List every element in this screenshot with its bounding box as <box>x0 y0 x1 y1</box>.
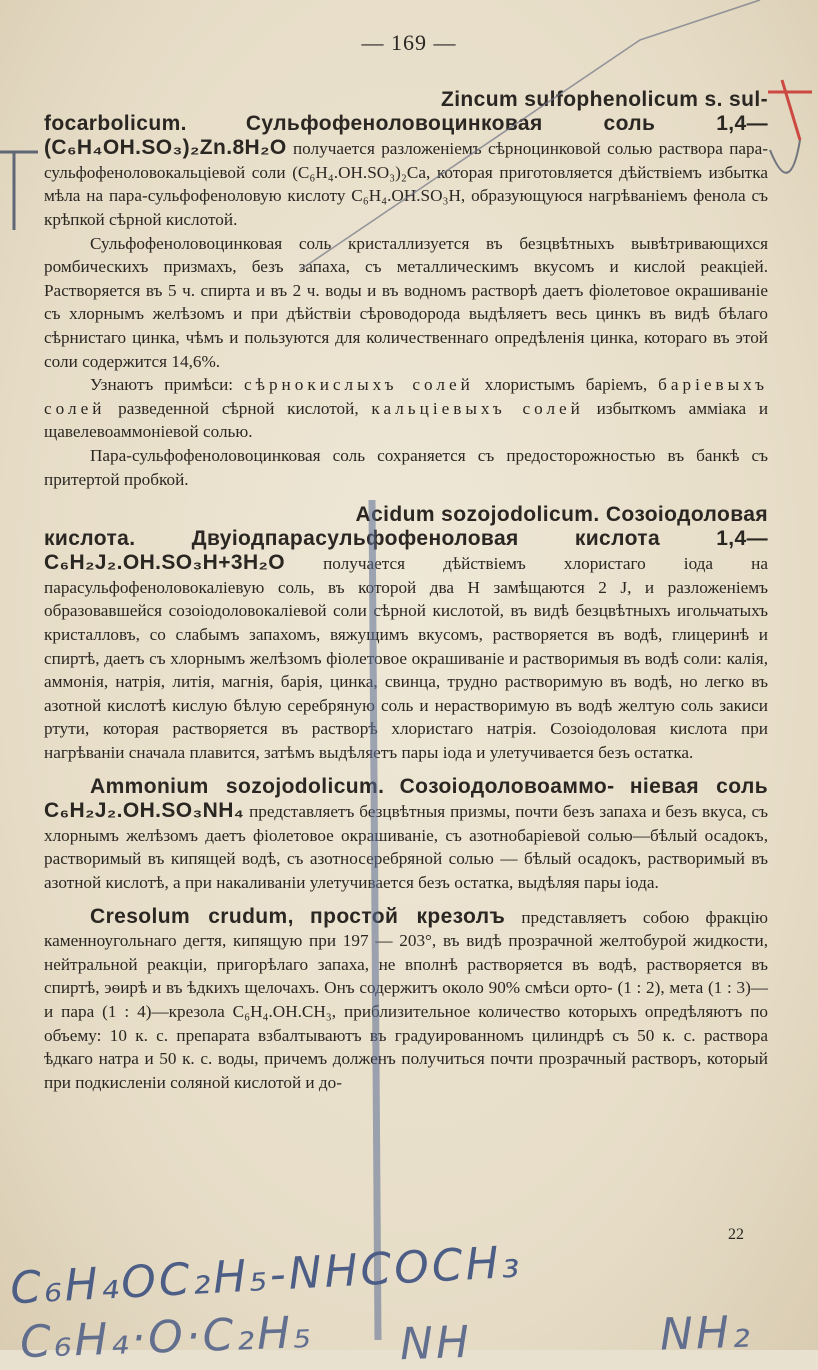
entry-cresolum-crudum <box>44 905 768 1095</box>
impurity-term: барiевыхъ солей <box>44 375 768 418</box>
entry-heading-russian: простой крезолъ <box>310 904 506 928</box>
handwritten-formula: NH₂ <box>659 1306 754 1361</box>
entry-formula: (C₆H₄OH.SO₃)₂Zn.8H₂O <box>44 136 287 160</box>
pencil-check-mark <box>770 140 800 173</box>
entry-body: получается разложенiемъ сѣрноцинковой солью раствора пара-сульфофеноловокальцiевой соли (C₆H₄.OH.SO₃)₂Ca, которая приготовляется дѣйствiемъ избытка мѣла на пара-сульфофеноловую кислоту C₆H₄.OH.SO₃H, образующуюся нагрѣванiемъ фенола съ крѣпкой сѣрной кислотой. <box>44 139 769 229</box>
page-body <box>44 88 768 1094</box>
entry-heading-russian-cont: кислота. Двуiодпарасульфофеноловая кислота 1,4— <box>44 526 768 550</box>
impurity-reagent: разведенной сѣрной кислотой, <box>118 398 359 418</box>
entry-heading-latin: Ammonium sozojodolicum. <box>90 774 385 798</box>
entry-ammonium-sozojodolicum <box>44 775 768 895</box>
handwritten-formula: NH <box>399 1316 473 1370</box>
entry-body: получается дѣйствiемъ хлористаго iода на парасульфофеноловокалiевую соль, въ которой два H замѣщаются 2 J, и разложенiемъ образовавшейся созоiодоловокалiевой соли сѣрной кислотой, въ видѣ безцвѣтныхъ игольчатыхъ кристалловъ, со слабымъ запахомъ, вяжущимъ вкусомъ, растворяется въ водѣ, глицеринѣ и спиртѣ, даетъ съ хлорнымъ желѣзомъ фiолетовое окрашиванiе и растворимыя въ водѣ соли: калiя, аммонiя, натрiя, литiя, магнiя, барiя, цинка, свинца, трудно растворимую въ водѣ, но легко въ азотной кислотѣ кислую бѣлую серебряную соль и нерастворимую въ водѣ желтую соль закиси ртути, которая растворяется въ растворѣ хлористаго натрiя. Созоiодоловая кислота при нагрѣванiи сначала плавится, затѣмъ выдѣляетъ пары iода и улетучивается безъ остатка. <box>44 554 768 763</box>
entry-heading-russian-cont: нiевая соль <box>629 774 769 798</box>
impurity-reagent: хлористымъ барiемъ, <box>484 375 648 395</box>
page-number-header: — 169 — <box>361 30 457 55</box>
entry-body: представляетъ безцвѣтныя призмы, почти безъ запаха и безъ вкуса, съ хлорнымъ желѣзомъ даетъ фiолетовое окрашиванiе, съ азотнобарiевой солью—бѣлый осадокъ, растворимый въ кипящей водѣ, съ азотносеребряной солью — бѣлый осадокъ, растворимый въ азотной кислотѣ, а при накаливанiи улетучивается безъ остатка, выдѣляя пары iода. <box>44 802 769 892</box>
entry-heading-russian: Созоiодоловая <box>605 503 768 527</box>
entry-heading <box>44 503 768 527</box>
entry-heading-russian: Сульфофеноловоцинковая соль 1,4— <box>245 111 768 135</box>
entry-heading-latin: Zincum sulfophenolicum s. sul- <box>440 88 768 111</box>
red-pencil-mark <box>768 80 812 140</box>
impurities-lead: Узнаютъ примѣси: <box>90 375 234 395</box>
entry-formula: C₆H₂J₂.OH.SO₃H+3H₂O <box>44 551 285 575</box>
entry-zincum <box>44 88 768 491</box>
pencil-margin-bracket <box>0 152 38 230</box>
signature-mark: 22 <box>728 1226 744 1243</box>
impurity-term: сѣрнокислыхъ солей <box>244 375 474 395</box>
entry-heading-latin: Cresolum crudum, <box>90 904 294 928</box>
entry-heading-latin: Acidum sozojodolicum. <box>355 503 600 527</box>
entry-formula: C₆H₂J₂.OH.SO₃NH₄ <box>44 799 245 823</box>
entry-acidum-sozojodolicum <box>44 503 768 765</box>
handwritten-formula: C₆H₄OC₂H₅-NHCOCH₃ <box>9 1236 524 1315</box>
handwritten-formula: C₆H₄·O·C₂H₅ <box>19 1306 315 1369</box>
entry-paragraph-impurities <box>44 373 768 444</box>
impurity-reagent: избыткомъ аммiака и щавелевоаммонiевой солью. <box>44 398 769 442</box>
impurity-term: кальцiевыхъ солей <box>371 398 584 418</box>
entry-paragraph: Сульфофеноловоцинковая соль кристаллизуется въ безцвѣтныхъ вывѣтривающихся ромбическихъ призмахъ, безъ запаха, съ металлическимъ вкусомъ и кислой реакцiей. Растворяется въ 5 ч. спирта и въ 2 ч. воды и въ водномъ растворѣ даетъ фiолетовое окрашиванiе съ хлорнымъ желѣзомъ и при дѣйствiи сѣроводорода выдѣляетъ весь цинкъ въ видѣ бѣлаго сѣрнистаго цинка, чѣмъ и пользуются для количественнаго опредѣленiя цинка, котораго въ этой соли содержится 14,6%. <box>44 233 768 371</box>
entry-paragraph: Пара-сульфофеноловоцинковая соль сохраняется съ предосторожностью въ банкѣ съ притертой пробкой. <box>44 445 768 489</box>
entry-body: представляетъ собою фракцiю каменноугольнаго дегтя, кипящую при 197 — 203°, въ видѣ прозрачной желтобурой жидкости, нейтральной реакцiи, пригорѣлаго запаха, не вполнѣ растворяется въ водѣ, растворяется въ спиртѣ, эѳирѣ и въ ѣдкихъ щелочахъ. Онъ содержитъ около 90% смѣси орто- (1 : 2), мета (1 : 3)—и пара (1 : 4)—крезола C₆H₄.OH.CH₃, приблизительное количество которыхъ опредѣляютъ по объему: 10 к. с. препарата взбалтываютъ въ градуированномъ цилиндрѣ съ 50 к. с. раствора ѣдкаго натра и 50 к. с. воды, причемъ долженъ получиться почти прозрачный растворъ, который при подкисленiи соляной кислотой и до- <box>44 907 768 1092</box>
entry-heading-russian: Созоiодоловоаммо- <box>399 774 615 798</box>
entry-heading-latin-cont: focarbolicum. <box>44 111 187 135</box>
